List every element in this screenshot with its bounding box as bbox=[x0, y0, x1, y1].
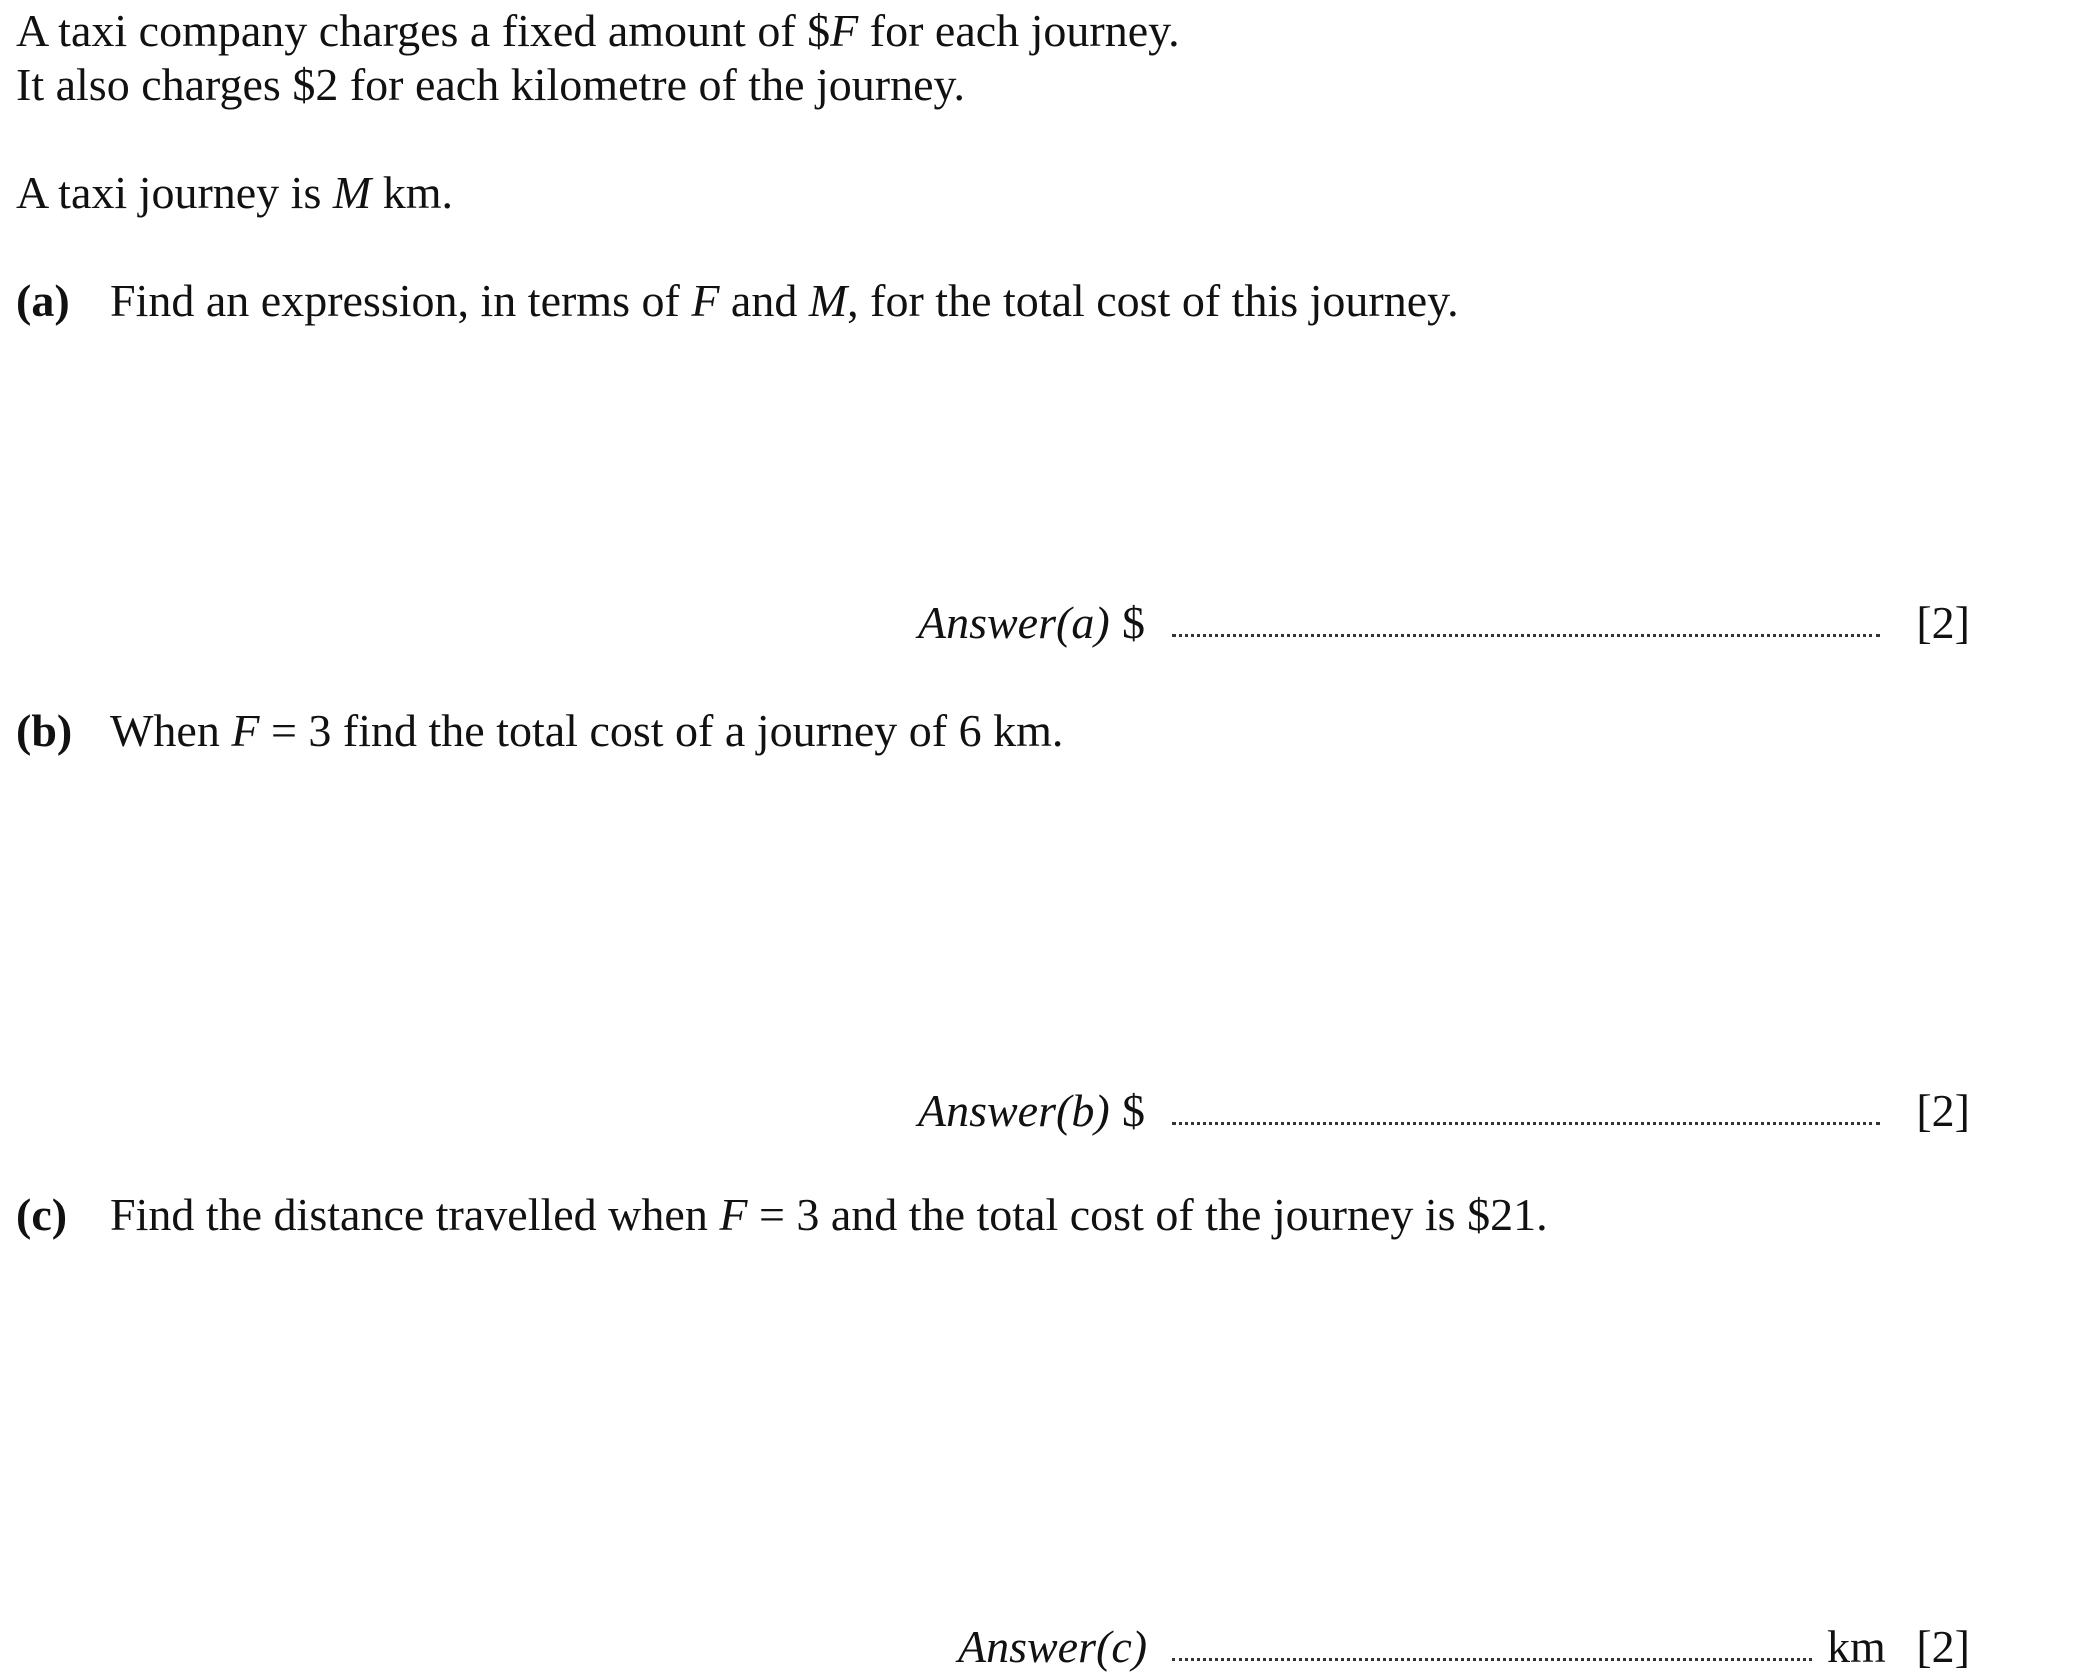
answer-b-currency: $ bbox=[1122, 1085, 1145, 1136]
part-a-text-3: , for the total cost of this journey. bbox=[847, 275, 1459, 326]
intro-line-1-end: for each journey. bbox=[858, 5, 1180, 56]
part-a-var-1: F bbox=[691, 275, 720, 326]
part-c-question bbox=[110, 1189, 1548, 1240]
answer-a-currency: $ bbox=[1122, 597, 1145, 648]
intro-line-3 bbox=[16, 167, 453, 218]
part-b-text-1: When bbox=[110, 705, 232, 756]
answer-c-marks: [2] bbox=[1916, 1621, 1970, 1672]
variable-f: F bbox=[830, 5, 859, 56]
part-a-question bbox=[110, 275, 1459, 326]
answer-c-label: Answer(c) bbox=[958, 1621, 1148, 1672]
answer-a-label: Answer(a) bbox=[918, 597, 1110, 648]
part-b-text-2: = 3 find the total cost of a journey of 6 km. bbox=[259, 705, 1064, 756]
intro-line-1 bbox=[16, 5, 1180, 56]
part-a-var-2: M bbox=[808, 275, 848, 326]
intro-line-1-start: A taxi company charges a fixed amount of $ bbox=[16, 5, 831, 56]
answer-c-field[interactable] bbox=[1172, 1658, 1812, 1661]
answer-c-row bbox=[900, 1621, 1970, 1678]
answer-a-row bbox=[900, 597, 1970, 654]
answer-b-row bbox=[900, 1085, 1970, 1142]
part-c-label: (c) bbox=[16, 1189, 68, 1240]
intro-line-3-start: A taxi journey is bbox=[16, 167, 333, 218]
answer-a-field[interactable] bbox=[1172, 634, 1880, 637]
part-a-label: (a) bbox=[16, 275, 70, 326]
part-c-text-1: Find the distance travelled when bbox=[110, 1189, 720, 1240]
intro-line-2: It also charges $2 for each kilometre of the journey. bbox=[16, 59, 966, 110]
part-b-label: (b) bbox=[16, 705, 73, 756]
answer-a-marks: [2] bbox=[1916, 597, 1970, 648]
variable-m: M bbox=[332, 167, 372, 218]
part-a-text-2: and bbox=[719, 275, 809, 326]
answer-b-field[interactable] bbox=[1172, 1122, 1880, 1125]
part-a-text-1: Find an expression, in terms of bbox=[110, 275, 692, 326]
part-b-question bbox=[110, 705, 1064, 756]
intro-line-3-end: km. bbox=[371, 167, 453, 218]
answer-b-label: Answer(b) bbox=[918, 1085, 1110, 1136]
part-c-var-1: F bbox=[719, 1189, 748, 1240]
answer-b-marks: [2] bbox=[1916, 1085, 1970, 1136]
answer-c-unit: km bbox=[1827, 1621, 1886, 1672]
part-c-text-2: = 3 and the total cost of the journey is $21. bbox=[747, 1189, 1548, 1240]
part-b-var-1: F bbox=[231, 705, 260, 756]
